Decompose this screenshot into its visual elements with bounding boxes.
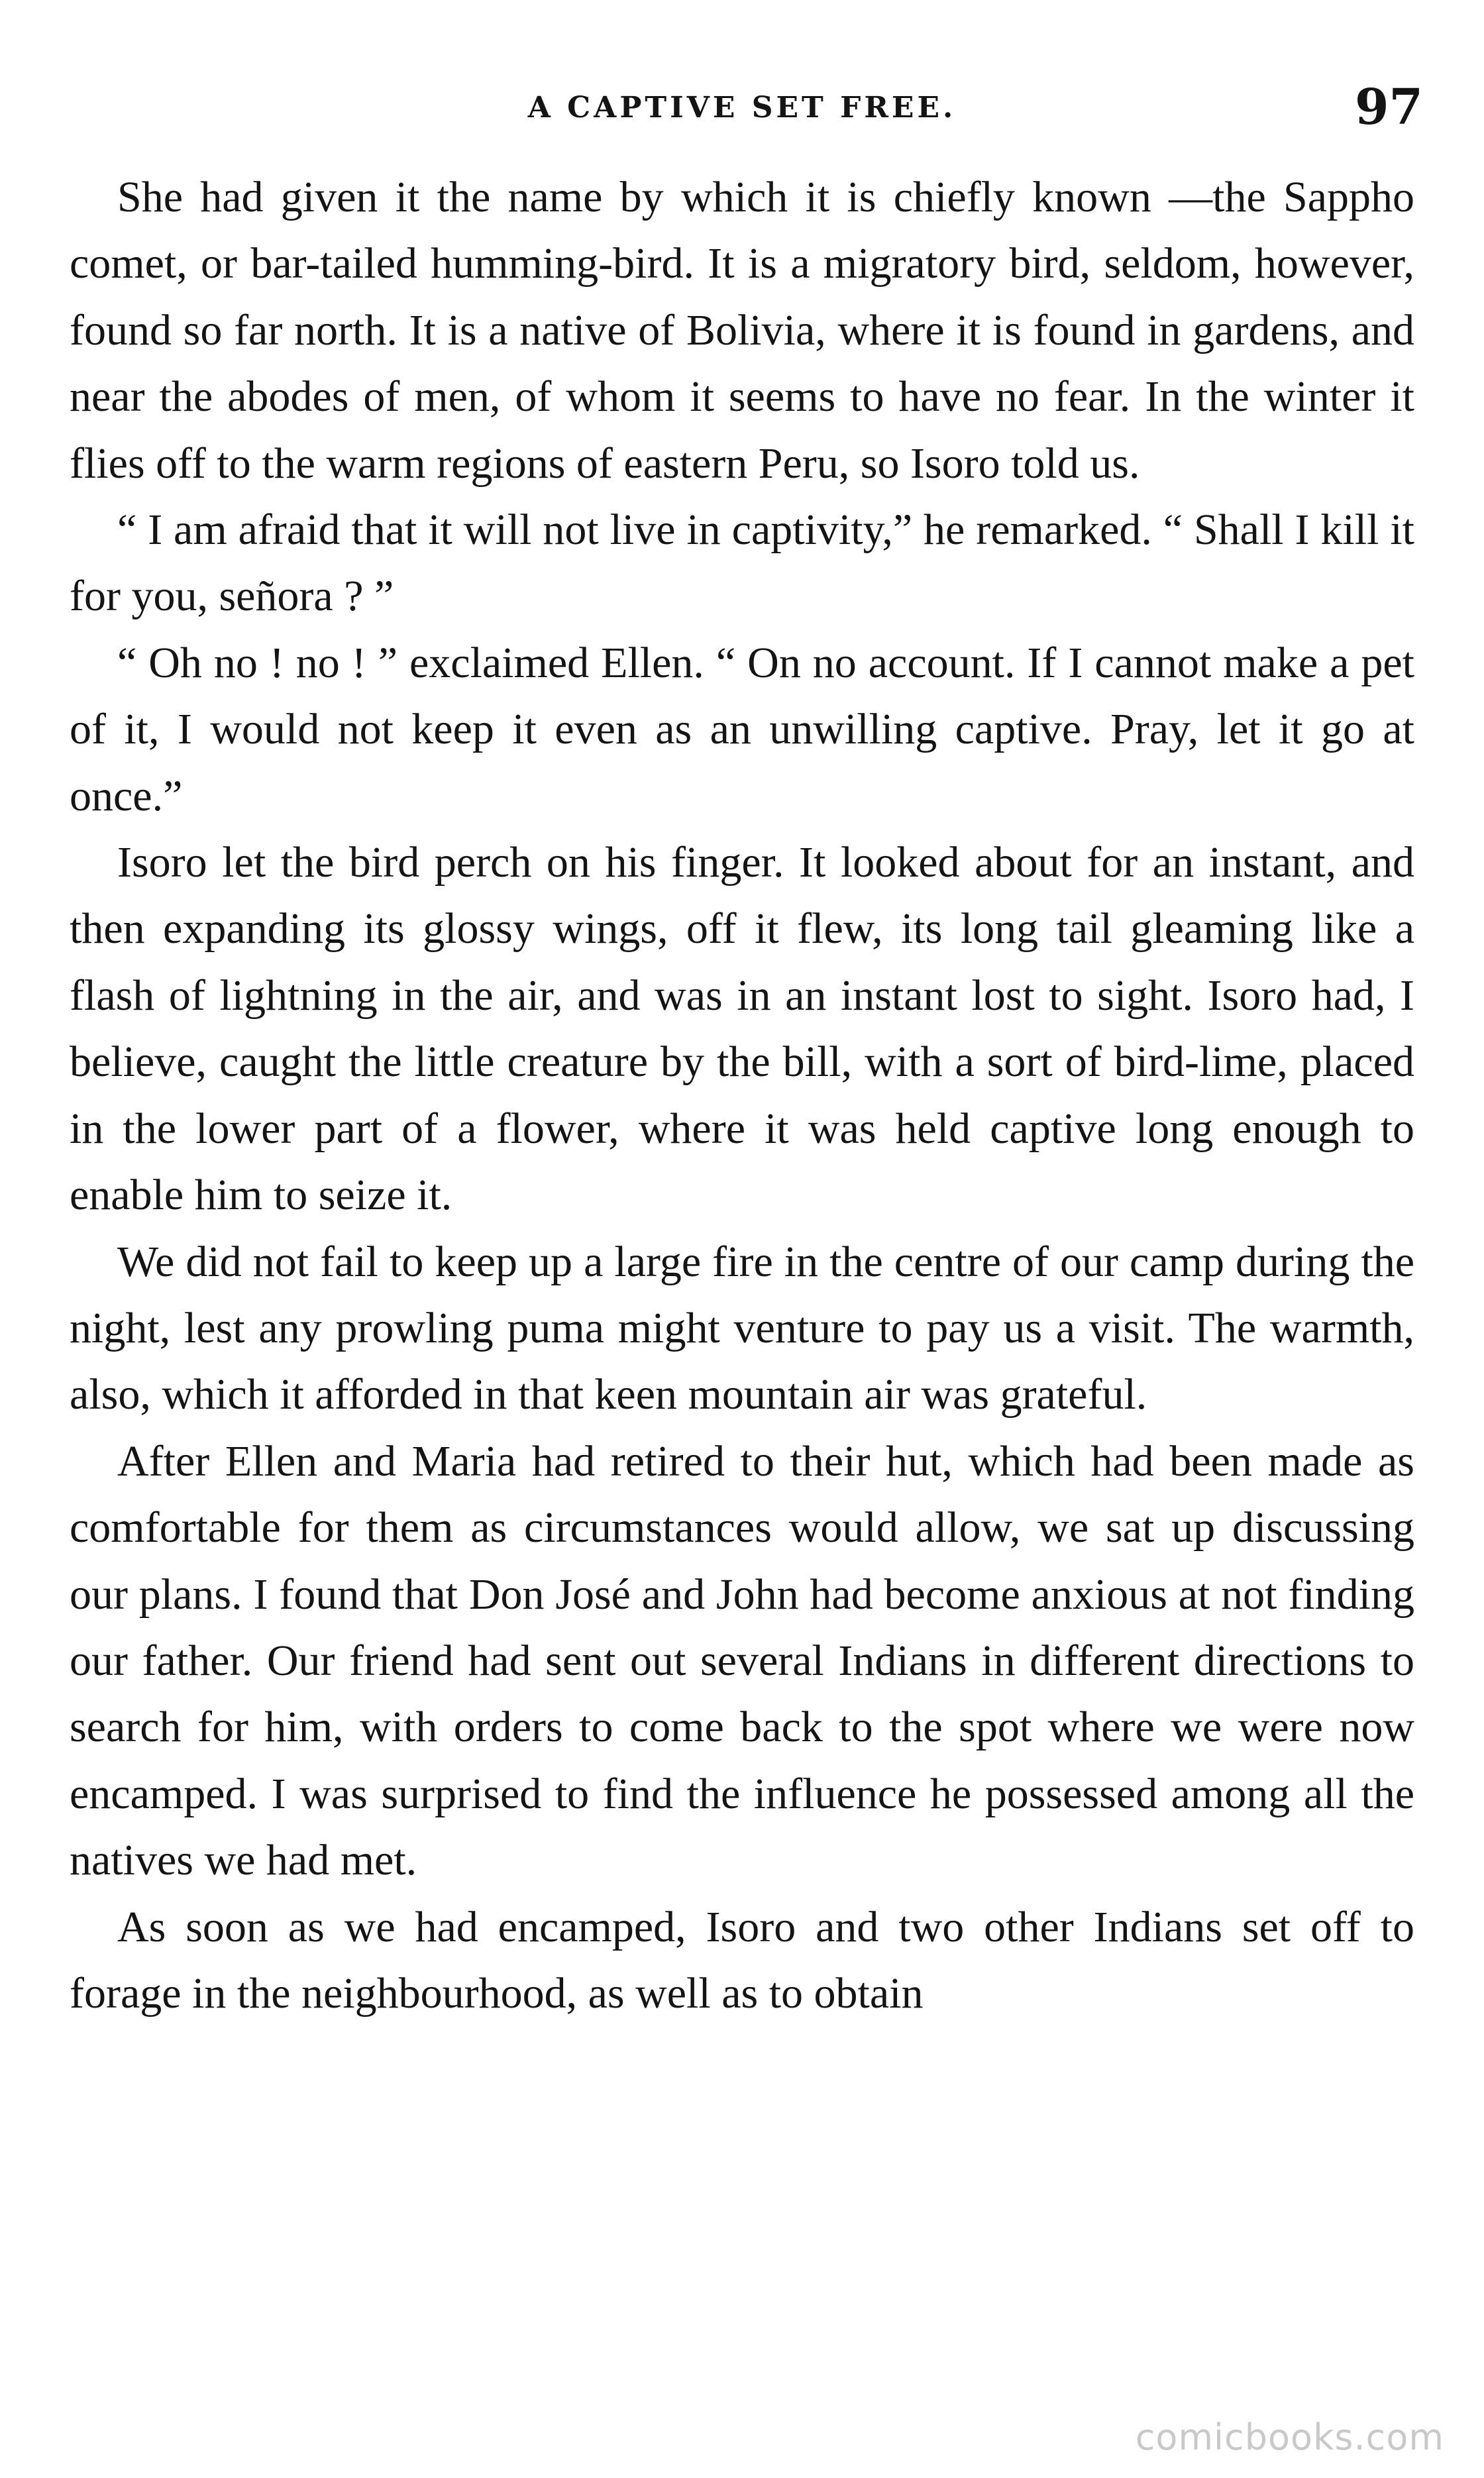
paragraph-7: As soon as we had encamped, Isoro and two other Indians set off to forage in the neighbourhood, as well as to obtain	[70, 1902, 1414, 2018]
paragraph-4: Isoro let the bird perch on his finger. It looked about for an instant, and then expanding its glossy wings, off it flew, its long tail gleaming like a flash of lightning in the air, and was in an instant lost to sight. Isoro had, I believe, caught the little creature by the bill, with a sort of bird-lime, placed in the lower part of a flower, where it was held captive long enough to enable him to seize it.	[70, 838, 1414, 1220]
running-head	[0, 78, 1484, 138]
running-title: A CAPTIVE SET FREE.	[527, 91, 957, 125]
body-text	[70, 164, 1414, 2027]
paragraph-1: She had given it the name by which it is chiefly known —the Sappho comet, or bar-tailed humming-bird. It is a migratory bird, seldom, however, found so far north. It is a native of Bolivia, where it is found in gardens, and near the abodes of men, of whom it seems to have no fear. In the winter it flies off to the warm regions of eastern Peru, so Isoro told us.	[70, 173, 1414, 488]
paragraph-6: After Ellen and Maria had retired to their hut, which had been made as comfortable for them as circumstances would allow, we sat up discussing our plans. I found that Don José and John had become anxious at not finding our father. Our friend had sent out several Indians in different directions to search for him, with orders to come back to the spot where we were now encamped. I was surprised to find the influence he possessed among all the natives we had met.	[70, 1436, 1414, 1885]
page-number: 97	[1355, 79, 1423, 136]
paragraph-2: “ I am afraid that it will not live in captivity,” he remarked. “ Shall I kill it for you, señora ? ”	[70, 506, 1414, 621]
paragraph-3: “ Oh no ! no ! ” exclaimed Ellen. “ On no account. If I cannot make a pet of it, I would not keep it even as an unwilling captive. Pray, let it go at once.”	[70, 638, 1414, 820]
watermark: comicbooks.com	[1135, 2416, 1444, 2458]
paragraph-5: We did not fail to keep up a large fire in the centre of our camp during the night, lest any prowling puma might venture to pay us a visit. The warmth, also, which it afforded in that keen mountain air was grateful.	[70, 1237, 1414, 1419]
